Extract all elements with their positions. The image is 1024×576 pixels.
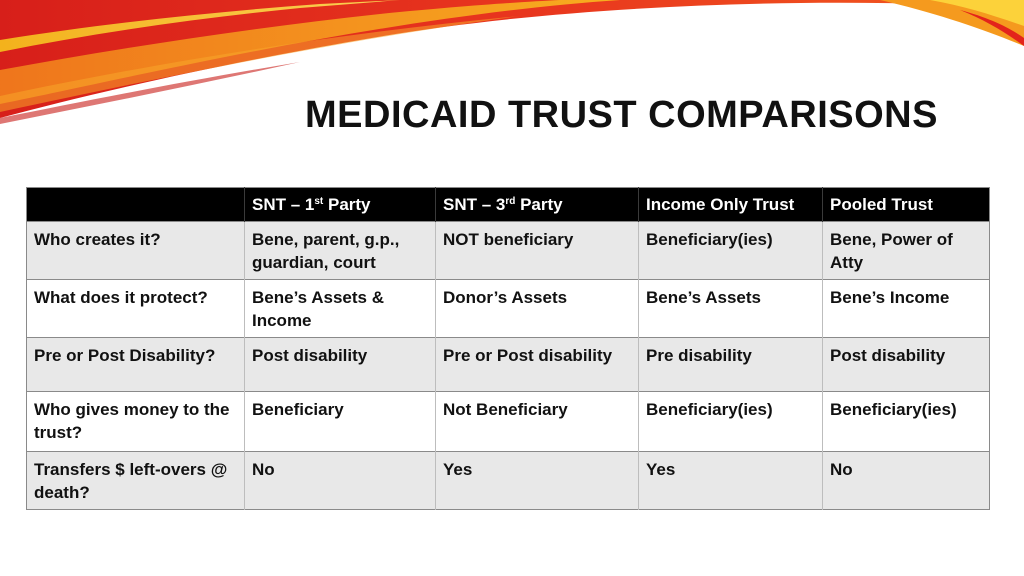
- table-cell: Beneficiary(ies): [639, 222, 823, 280]
- table-cell: Donor’s Assets: [436, 280, 639, 338]
- table-cell: Pre or Post disability: [436, 338, 639, 392]
- table-cell: Bene’s Income: [823, 280, 990, 338]
- table-cell: Bene, Power of Atty: [823, 222, 990, 280]
- trust-comparison-table: [26, 187, 990, 510]
- table-cell: No: [823, 452, 990, 510]
- table-cell: NOT beneficiary: [436, 222, 639, 280]
- row-label: What does it protect?: [27, 280, 245, 338]
- header-income-only-trust: Income Only Trust: [639, 188, 823, 222]
- row-label: Who gives money to the trust?: [27, 392, 245, 452]
- table-header-row: [27, 188, 990, 222]
- table-cell: Not Beneficiary: [436, 392, 639, 452]
- table-cell: No: [245, 452, 436, 510]
- table-cell: Beneficiary(ies): [823, 392, 990, 452]
- row-label: Pre or Post Disability?: [27, 338, 245, 392]
- table-row: [27, 280, 990, 338]
- header-snt-3rd-party: SNT – 3rd Party: [436, 188, 639, 222]
- header-snt-1st-party: SNT – 1st Party: [245, 188, 436, 222]
- table-cell: Bene’s Assets: [639, 280, 823, 338]
- table-row: [27, 222, 990, 280]
- table-cell: Beneficiary(ies): [639, 392, 823, 452]
- table-cell: Post disability: [823, 338, 990, 392]
- table-cell: Bene’s Assets & Income: [245, 280, 436, 338]
- row-label: Transfers $ left-overs @ death?: [27, 452, 245, 510]
- header-pooled-trust: Pooled Trust: [823, 188, 990, 222]
- row-label: Who creates it?: [27, 222, 245, 280]
- table-cell: Yes: [436, 452, 639, 510]
- table-cell: Post disability: [245, 338, 436, 392]
- page-title: MEDICAID TRUST COMPARISONS: [305, 94, 938, 136]
- header-blank-cell: [27, 188, 245, 222]
- table-cell: Beneficiary: [245, 392, 436, 452]
- table-row: [27, 338, 990, 392]
- table-cell: Bene, parent, g.p., guardian, court: [245, 222, 436, 280]
- table-row: [27, 452, 990, 510]
- table-row: [27, 392, 990, 452]
- table-cell: Pre disability: [639, 338, 823, 392]
- table-cell: Yes: [639, 452, 823, 510]
